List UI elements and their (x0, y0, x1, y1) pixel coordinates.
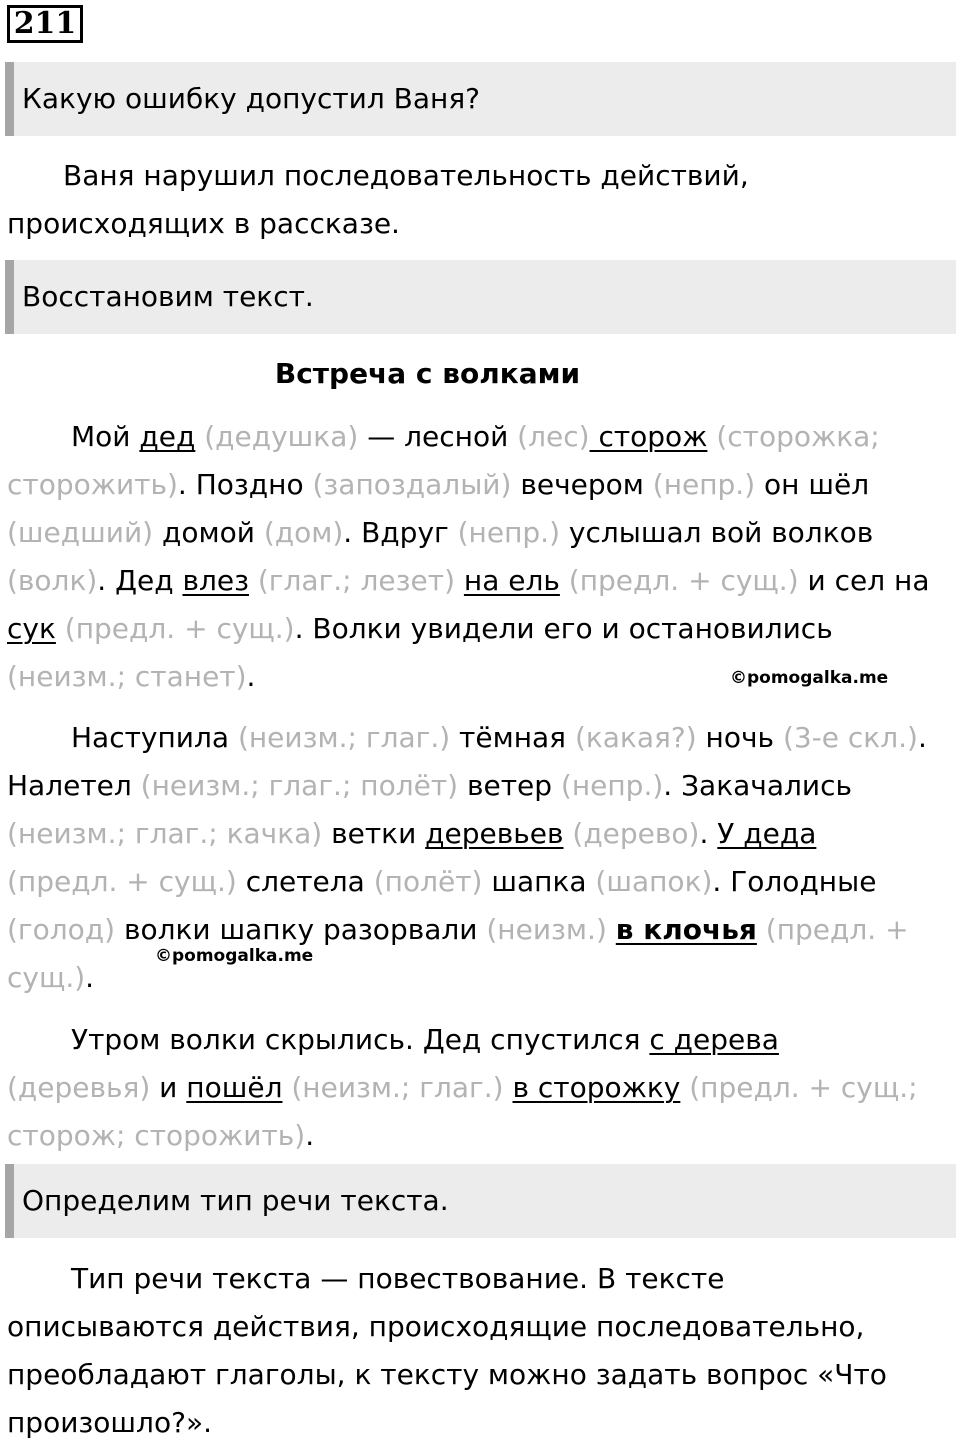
story-text: ночь (696, 721, 783, 754)
story-text: на ель (463, 564, 560, 597)
story-text: волки шапку разорвали (115, 913, 487, 946)
question-band-1: Какую ошибку допустил Ваня? (5, 62, 956, 136)
answer-3 (7, 1255, 952, 1447)
story-text: сук (7, 612, 56, 645)
answer-3-line-1: Тип речи текста — повествование. В тексте (71, 1262, 725, 1295)
grammar-note: (шедший) (7, 516, 154, 549)
story-line (7, 509, 952, 557)
story-line (7, 1112, 952, 1160)
story-line (7, 858, 952, 906)
grammar-note: (глаг.; лезет) (248, 564, 455, 597)
grammar-note: (волк) (7, 564, 98, 597)
watermark: ©pomogalka.me (730, 668, 889, 688)
grammar-note: (неизм.; станет) (7, 660, 247, 693)
story-line (7, 413, 952, 461)
story-text: шапка (482, 865, 596, 898)
grammar-note: (дерево) (563, 817, 700, 850)
answer-3-line-3: преобладают глаголы, к тексту можно задать вопрос «Что (7, 1358, 887, 1391)
story-text: сторож (589, 420, 708, 453)
grammar-note: сторож; сторожить) (7, 1119, 306, 1152)
story-text: он шёл (755, 468, 870, 501)
grammar-note: (предл. + (756, 913, 909, 946)
grammar-note: (неизм.; глаг.; полёт) (140, 769, 459, 802)
story-line (7, 605, 952, 653)
grammar-note: (голод) (7, 913, 116, 946)
grammar-note: (предл. + сущ.) (559, 564, 799, 597)
grammar-note: (дедушка) (195, 420, 359, 453)
grammar-note: сторожить) (7, 468, 178, 501)
story-line (7, 1064, 952, 1112)
story-text: слетела (236, 865, 374, 898)
story-text: влез (182, 564, 249, 597)
story-text: услышал вой волков (560, 516, 874, 549)
story-text: Мой (71, 420, 140, 453)
grammar-note: сущ.) (7, 961, 86, 994)
grammar-note: (сторожка; (707, 420, 880, 453)
story-text: . Вдруг (343, 516, 449, 549)
story-text: У деда (717, 817, 817, 850)
grammar-note: (деревья) (7, 1071, 151, 1104)
story-text: в клочья (615, 913, 757, 946)
story-line (7, 906, 952, 954)
story-line (7, 810, 952, 858)
story-line (7, 714, 952, 762)
story-paragraph-1 (7, 413, 952, 701)
grammar-note: (неизм.; глаг.) (237, 721, 451, 754)
story-text: тёмная (450, 721, 575, 754)
story-text: . (699, 817, 718, 850)
story-text: Утром волки скрылись. Дед спустился (71, 1023, 650, 1056)
story-line (7, 1016, 952, 1064)
story-text: пошёл (186, 1071, 283, 1104)
story-paragraph-2 (7, 714, 952, 1002)
story-text: . (305, 1119, 315, 1152)
grammar-note: (непр.) (652, 468, 756, 501)
answer-3-line-2: описываются действия, происходящие последовательно, (7, 1310, 865, 1343)
story-line (7, 557, 952, 605)
grammar-note: (шапок) (595, 865, 713, 898)
story-text: — лесной (358, 420, 518, 453)
question-band-3: Определим тип речи текста. (5, 1164, 956, 1238)
grammar-note: (предл. + сущ.; (680, 1071, 918, 1104)
watermark: ©pomogalka.me (155, 946, 314, 966)
story-text: дед (139, 420, 196, 453)
grammar-note: (дом) (263, 516, 344, 549)
grammar-note: (неизм.) (486, 913, 607, 946)
grammar-note: (предл. + сущ.) (7, 865, 237, 898)
story-text: . Волки увидели его и остановились (294, 612, 833, 645)
story-text: домой (153, 516, 264, 549)
grammar-note: (предл. + сущ.) (55, 612, 295, 645)
story-text: . (246, 660, 256, 693)
grammar-note: (3-е скл.) (782, 721, 918, 754)
story-text: деревьев (425, 817, 564, 850)
story-paragraph-3 (7, 1016, 952, 1160)
story-text: . Поздно (177, 468, 313, 501)
story-text: вечером (511, 468, 653, 501)
grammar-note: (лес) (517, 420, 590, 453)
grammar-note: (неизм.; глаг.; качка) (7, 817, 323, 850)
story-line (7, 461, 952, 509)
story-text: Наступила (71, 721, 238, 754)
answer-3-line-4: произошло?». (7, 1406, 212, 1439)
story-text: и сел на (798, 564, 930, 597)
grammar-note: (какая?) (574, 721, 697, 754)
answer-1 (7, 152, 952, 248)
grammar-note: (непр.) (560, 769, 664, 802)
story-text (455, 564, 464, 597)
story-text: . Дед (97, 564, 183, 597)
story-text (607, 913, 616, 946)
story-text: . (85, 961, 95, 994)
story-text: и (150, 1071, 187, 1104)
story-text: ветки (322, 817, 426, 850)
story-text: в сторожку (512, 1071, 681, 1104)
story-text: с дерева (649, 1023, 779, 1056)
exercise-number: 211 (7, 5, 83, 43)
story-title: Встреча с волками (274, 357, 581, 390)
story-text: Налетел (7, 769, 141, 802)
story-text: . Голодные (712, 865, 877, 898)
grammar-note: (неизм.; глаг.) (282, 1071, 504, 1104)
answer-1-line-1: Ваня нарушил последовательность действий, (63, 159, 749, 192)
grammar-note: (запоздалый) (312, 468, 512, 501)
story-text: ветер (458, 769, 561, 802)
grammar-note: (непр.) (448, 516, 560, 549)
story-text: . (917, 721, 927, 754)
answer-1-line-2: происходящих в рассказе. (7, 207, 400, 240)
story-text: . Закачались (663, 769, 852, 802)
grammar-note: (полёт) (373, 865, 483, 898)
story-line (7, 954, 952, 1002)
story-line (7, 762, 952, 810)
question-band-2: Восстановим текст. (5, 260, 956, 334)
